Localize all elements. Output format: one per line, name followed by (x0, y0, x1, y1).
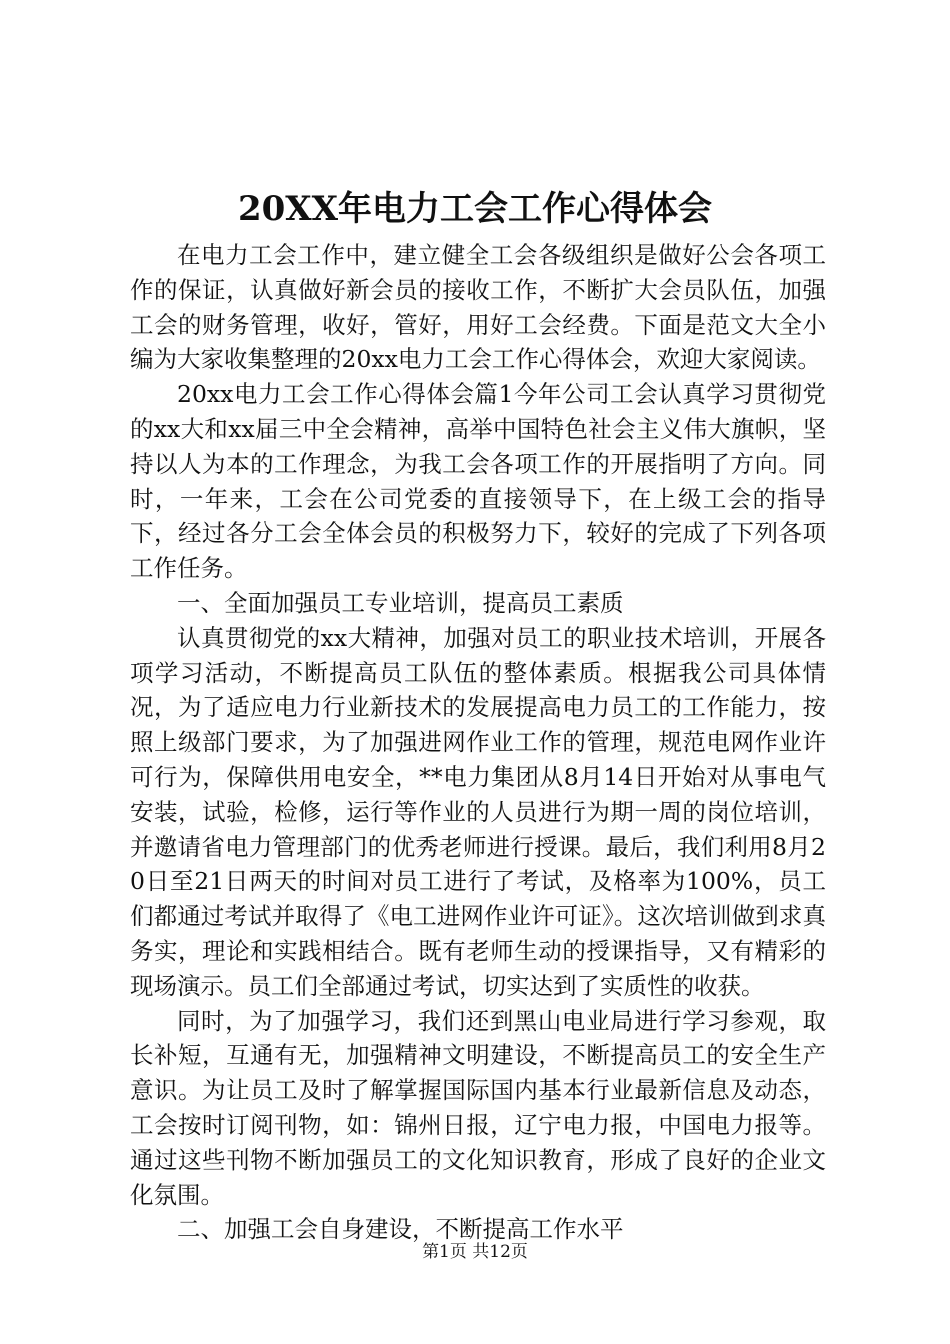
section-heading: 二、加强工会自身建设，不断提高工作水平 (177, 1215, 624, 1244)
body-paragraph: 同时，为了加强学习，我们还到黑山电业局进行学习参观，取长补短，互通有无，加强精神文明建设，不断提高员工的安全生产意识。为让员工及时了解掌握国际国内基本行业最新信息及动态，工会按时订阅刊物，如：锦州日报，辽宁电力报，中国电力报等。通过这些刊物不断加强员工的文化知识教育，形成了良好的企业文化氛围。 (130, 1006, 826, 1209)
intro-paragraph: 在电力工会工作中，建立健全工会各级组织是做好公会各项工作的保证，认真做好新会员的接收工作，不断扩大会员队伍，加强工会的财务管理，收好，管好，用好工会经费。下面是范文大全小编为大家收集整理的20xx电力工会工作心得体会，欢迎大家阅读。 (130, 241, 826, 374)
body-paragraph: 认真贯彻党的xx大精神，加强对员工的职业技术培训，开展各项学习活动，不断提高员工队伍的整体素质。根据我公司具体情况，为了适应电力行业新技术的发展提高电力员工的工作能力，按照上级部门要求，为了加强进网作业工作的管理，规范电网作业许可行为，保障供用电安全，**电力集团从8月14日开始对从事电气安装，试验，检修，运行等作业的人员进行为期一周的岗位培训，并邀请省电力管理部门的优秀老师进行授课。最后，我们利用8月20日至21日两天的时间对员工进行了考试，及格率为100%，员工们都通过考试并取得了《电工进网作业许可证》。这次培训做到求真务实，理论和实践相结合。既有老师生动的授课指导，又有精彩的现场演示。员工们全部通过考试，切实达到了实质性的收获。 (130, 623, 826, 1000)
section-heading: 一、全面加强员工专业培训，提高员工素质 (177, 588, 624, 617)
document-title: 20XX年电力工会工作心得体会 (237, 189, 713, 229)
document-body (130, 238, 826, 1247)
page-number-footer: 第1页 共12页 (422, 1242, 528, 1262)
body-paragraph: 20xx电力工会工作心得体会篇1今年公司工会认真学习贯彻党的xx大和xx届三中全会精神，高举中国特色社会主义伟大旗帜，坚持以人为本的工作理念，为我工会各项工作的开展指明了方向。同时，一年来，工会在公司党委的直接领导下，在上级工会的指导下，经过各分工会全体会员的积极努力下，较好的完成了下列各项工作任务。 (130, 380, 826, 583)
